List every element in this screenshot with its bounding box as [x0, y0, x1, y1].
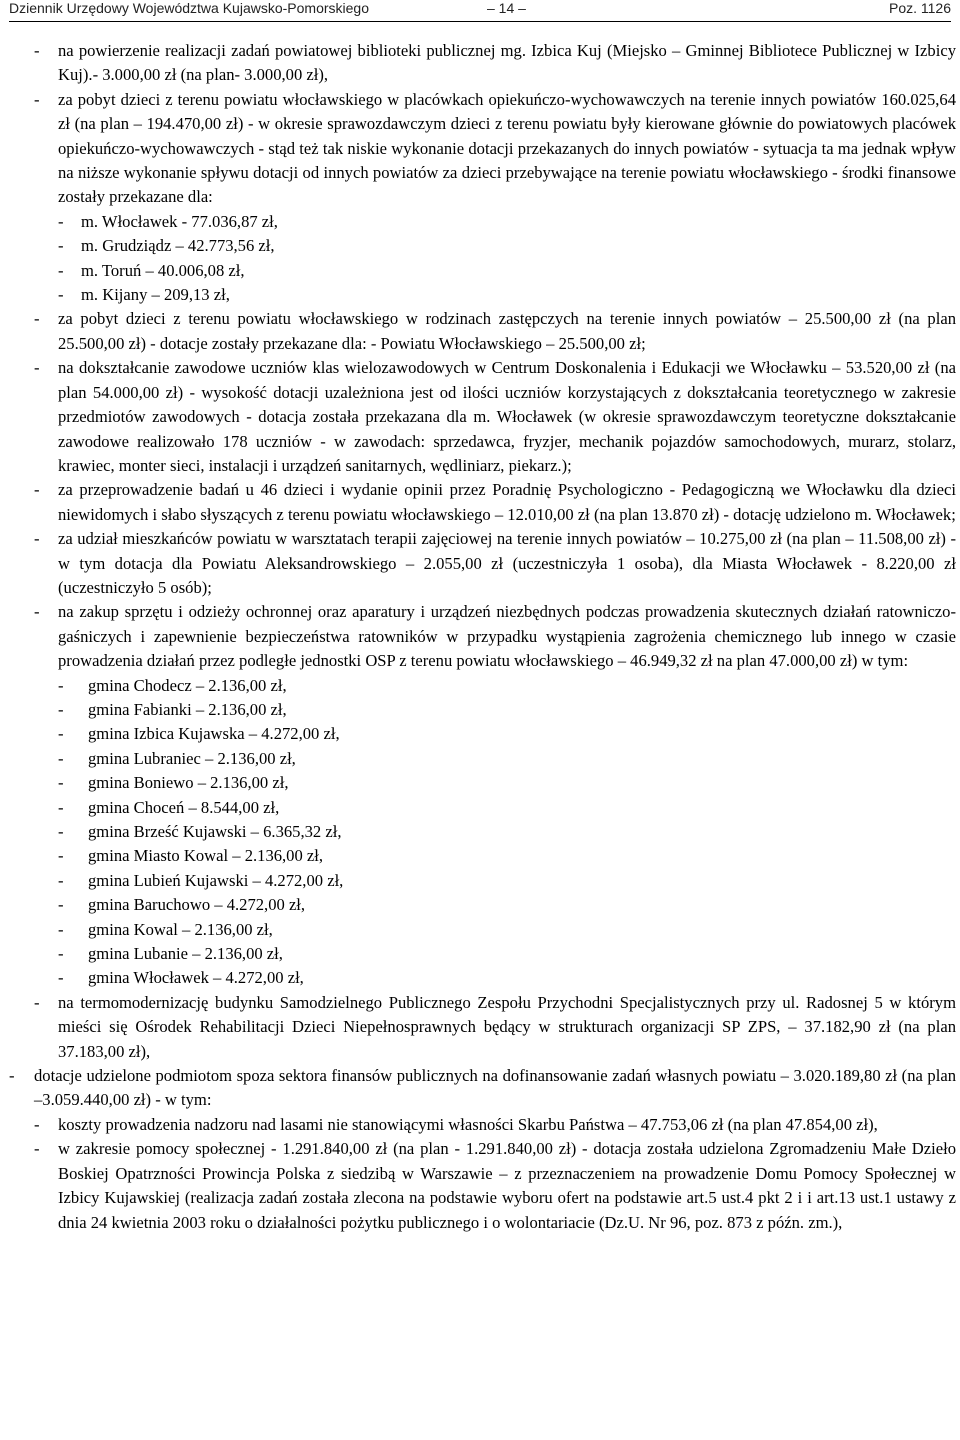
gmina-item: - gmina Izbica Kujawska – 4.272,00 zł, [58, 724, 340, 744]
page-number: – 14 – [487, 0, 526, 16]
document-body [0, 39, 960, 1235]
list-item: - na powierzenie realizacji zadań powiatowej biblioteki publicznej mg. Izbica Kuj (Miejsko – Gminnej Bibliotece Publicznej w Izbicy Kuj).- 3.000,00 zł (na plan- 3.000,00 zł), [34, 41, 956, 85]
list-item: - na zakup sprzętu i odzieży ochronnej oraz aparatury i urządzeń niezbędnych podczas prowadzenia skutecznych działań ratowniczo-gaśniczych i zapewnienie bezpieczeństwa ratowników w przypadku wystąpienia zagrożenia chemicznego lub innego w czasie prowadzenia działań przez podległe jednostki OSP z terenu powiatu włocławskiego – 46.949,32 zł na plan 47.000,00 zł) w tym: [34, 602, 956, 671]
gmina-item: - gmina Boniewo – 2.136,00 zł, [58, 773, 289, 793]
city-item: - m. Grudziądz – 42.773,56 zł, [58, 236, 275, 256]
gmina-item: - gmina Baruchowo – 4.272,00 zł, [58, 895, 306, 915]
list-item-top-level: - dotacje udzielone podmiotom spoza sektora finansów publicznych na dofinansowanie zadań własnych powiatu – 3.020.189,80 zł (na plan –3.059.440,00 zł) - w tym: [9, 1066, 956, 1110]
gmina-item: - gmina Kowal – 2.136,00 zł, [58, 919, 273, 939]
journal-title: Dziennik Urzędowy Województwa Kujawsko-Pomorskiego [9, 0, 369, 16]
gmina-item: - gmina Brześć Kujawski – 6.365,32 zł, [58, 822, 342, 841]
city-item: - m. Kijany – 209,13 zł, [58, 285, 230, 305]
list-item: - koszty prowadzenia nadzoru nad lasami nie stanowiącymi własności Skarbu Państwa – 47.753,06 zł (na plan 47.854,00 zł), [34, 1114, 878, 1134]
page-header [9, 0, 951, 22]
list-item: - w zakresie pomocy społecznej - 1.291.840,00 zł (na plan - 1.291.840,00 zł) - dotacja została udzielona Zgromadzeniu Małe Dzieło Boskiej Opatrzności Prowincja Polska z siedzibą w Warszawie – z przeznaczeniem na prowadzenie Domu Pomocy Społecznej w Izbicy Kujawskiej (realizacja zadań została zlecona na podstawie wyboru ofert na podstawie art.5 ust.4 pkt 2 i i art.13 ust.1 ustawy z dnia 24 kwietnia 2003 roku o działalności pożytku publicznego i o wolontariacie (Dz.U. Nr 96, poz. 873 z późn. zm.), [34, 1139, 956, 1232]
gmina-item: - gmina Miasto Kowal – 2.136,00 zł, [58, 846, 324, 866]
gmina-item: - gmina Włocławek – 4.272,00 zł, [58, 968, 304, 988]
list-item: - za pobyt dzieci z terenu powiatu włocławskiego w placówkach opiekuńczo-wychowawczych na terenie innych powiatów 160.025,64 zł (na plan – 194.470,00 zł) - w okresie sprawozdawczym dzieci z terenu powiatu były kierowane głównie do powiatowych placówek opiekuńczo-wychowawczych - stąd też tak niskie wykonanie dotacji przekazanych do innych powiatów - sytuacja ta ma jednak wpływ na niższe wykonanie spływu dotacji od innych powiatów za dzieci przebywające na terenie powiatu włocławskiego - środki finansowe zostały przekazane dla: [34, 89, 956, 207]
list-item: - za udział mieszkańców powiatu w warsztatach terapii zajęciowej na terenie innych powiatów – 10.275,00 zł (na plan – 11.508,00 zł) - w tym dotacja dla Powiatu Aleksandrowskiego – 2.055,00 zł (uczestniczyła 1 osoba), dla Miasta Włocławek - 8.220,00 zł (uczestniczyło 5 osób); [34, 529, 956, 597]
gmina-item: - gmina Chodecz – 2.136,00 zł, [58, 675, 287, 695]
gmina-item: - gmina Fabianki – 2.136,00 zł, [58, 699, 287, 719]
list-item: - na dokształcanie zawodowe uczniów klas wielozawodowych w Centrum Doskonalenia i Edukacji we Włocławku – 53.520,00 zł (na plan 54.000,00 zł) - wysokość dotacji uzależniona jest od ilości uczniów korzystających z dokształcania teoretycznego w zakresie przedmiotów zawodowych - dotacja została przekazana dla m. Włocławek (w okresie sprawozdawczym teoretyczne dokształcanie zawodowe realizowało 178 uczniów - w zawodach: sprzedawca, fryzjer, mechanik pojazdów samochodowych, murarz, stolarz, krawiec, monter sieci, instalacji i urządzeń sanitarnych, wędliniarz, piekarz.); [34, 358, 956, 475]
gmina-item: - gmina Lubanie – 2.136,00 zł, [58, 944, 283, 964]
position-number: Poz. 1126 [888, 0, 951, 16]
list-item: - na termomodernizację budynku Samodzielnego Publicznego Zespołu Przychodni Specjalistycznych przy ul. Radosnej 5 w którym mieści się Ośrodek Rehabilitacji Dzieci Niepełnosprawnych będący w strukturach organizacji SP ZPS, – 37.182,90 zł (na plan 37.183,00 zł), [34, 992, 956, 1061]
gmina-item: - gmina Choceń – 8.544,00 zł, [58, 797, 280, 817]
list-item: - za przeprowadzenie badań u 46 dzieci i wydanie opinii przez Poradnię Psychologiczno - Pedagogiczną we Włocławku dla dzieci niewidomych i słabo słyszących z terenu powiatu włocławskiego – 12.010,00 zł (na plan 13.870 zł) - dotację udzielono m. Włocławek; [34, 480, 956, 524]
list-item: - za pobyt dzieci z terenu powiatu włocławskiego w rodzinach zastępczych na terenie innych powiatów – 25.500,00 zł (na plan 25.500,00 zł) - dotacje zostały przekazane dla: - Powiatu Włocławskiego – 25.500,00 zł; [34, 309, 956, 353]
gmina-item: - gmina Lubraniec – 2.136,00 zł, [58, 748, 296, 768]
header-rule [9, 21, 951, 22]
city-item: - m. Włocławek - 77.036,87 zł, [58, 211, 278, 231]
gmina-item: - gmina Lubień Kujawski – 4.272,00 zł, [58, 870, 344, 890]
city-item: - m. Toruń – 40.006,08 zł, [58, 260, 245, 280]
